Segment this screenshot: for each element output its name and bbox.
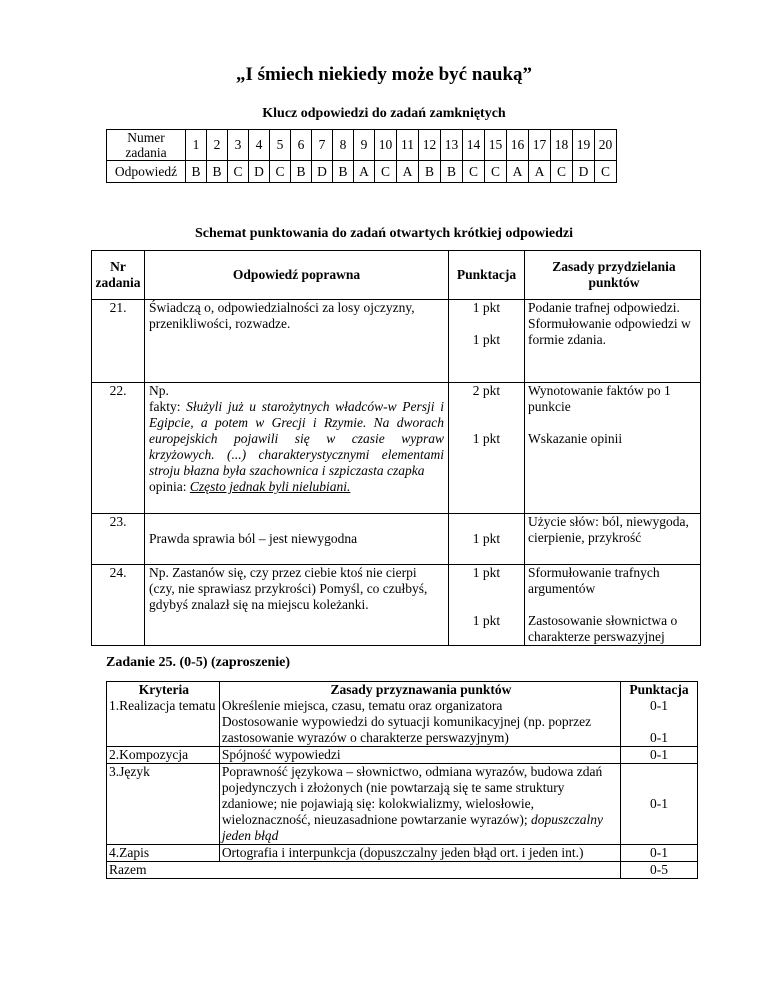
key-answer-cell: C xyxy=(551,161,573,183)
key-answer-row xyxy=(107,161,617,183)
q24-rule-1: Sformułowanie trafnych argumentów xyxy=(528,565,660,596)
criteria-rule: Spójność wypowiedzi xyxy=(219,747,620,764)
criteria-rule xyxy=(219,764,620,845)
key-number-cell: 9 xyxy=(354,130,375,161)
key-answer-cell: D xyxy=(312,161,333,183)
key-answer-cell: A xyxy=(507,161,529,183)
open-header-row xyxy=(92,251,701,300)
criteria-row xyxy=(107,698,698,714)
key-answer-cell: C xyxy=(270,161,291,183)
q24-points xyxy=(449,565,525,646)
answer-key-table xyxy=(106,129,617,183)
key-answer-cell: D xyxy=(249,161,270,183)
question-row-22 xyxy=(92,383,701,514)
q22-points-2: 1 pkt xyxy=(472,431,501,446)
open-questions-table xyxy=(91,250,701,646)
key-answer-cell: B xyxy=(333,161,354,183)
q21-points-1: 1 pkt xyxy=(472,300,501,315)
q24-rule-2: Zastosowanie słownictwa o charakterze perswazyjnej xyxy=(528,613,678,644)
key-answer-cell: C xyxy=(228,161,249,183)
key-number-cell: 2 xyxy=(207,130,228,161)
q22-facts-label: fakty: xyxy=(149,399,187,414)
key-number-cell: 15 xyxy=(485,130,507,161)
criteria-header-rules: Zasady przyznawania punktów xyxy=(219,682,620,699)
key-answer-cell: B xyxy=(441,161,463,183)
criteria-rule: Dostosowanie wypowiedzi do sytuacji komunikacyjnej (np. poprzez zastosowanie wyrazów o charakterze perswazyjnym) xyxy=(219,714,620,747)
key-number-cell: 13 xyxy=(441,130,463,161)
key-number-cell: 8 xyxy=(333,130,354,161)
q22-opinion-label: opinia: xyxy=(149,479,190,494)
criteria-row xyxy=(107,764,698,845)
criteria-name: 1.Realizacja tematu xyxy=(107,698,220,714)
key-number-cell: 18 xyxy=(551,130,573,161)
criteria-header-criteria: Kryteria xyxy=(107,682,220,699)
criteria-points: 0-1 xyxy=(621,747,698,764)
key-answer-cell: C xyxy=(375,161,397,183)
criteria-total-rule xyxy=(219,862,620,879)
task-25-heading: Zadanie 25. (0-5) (zaproszenie) xyxy=(106,655,291,670)
q22-facts-text: Służyli już u starożytnych władców-w Persji i Egipcie, a potem w Grecji i Rzymie. Na dworach europejskich pojawili się w czasie wypraw krzyżowych. (...) charakterystycznymi elementami stroju błazna była szachownica i szpiczasta czapka xyxy=(149,399,444,478)
q24-number: 24. xyxy=(92,565,145,646)
key-answer-cell: C xyxy=(463,161,485,183)
question-row-24 xyxy=(92,565,701,646)
open-heading: Schemat punktowania do zadań otwartych krótkiej odpowiedzi xyxy=(194,226,574,241)
header-rules: Zasady przydzielania punktów xyxy=(525,251,701,300)
criteria-row xyxy=(107,747,698,764)
key-answer-cell: C xyxy=(595,161,617,183)
q22-points xyxy=(449,383,525,514)
key-number-cell: 1 xyxy=(186,130,207,161)
q21-rule-1: Podanie trafnej odpowiedzi. xyxy=(528,300,680,315)
q22-points-1: 2 pkt xyxy=(472,383,501,398)
key-answer-cell: A xyxy=(354,161,375,183)
key-answer-cell: C xyxy=(485,161,507,183)
key-number-cell: 5 xyxy=(270,130,291,161)
key-number-cell: 6 xyxy=(291,130,312,161)
question-row-21 xyxy=(92,300,701,383)
criteria-name xyxy=(107,714,220,747)
criteria-points: 0-1 xyxy=(621,714,698,747)
page-title: „I śmiech niekiedy może być nauką” xyxy=(235,64,533,85)
q21-rule-2: Sformułowanie odpowiedzi w formie zdania. xyxy=(528,316,691,347)
criteria-name: 4.Zapis xyxy=(107,845,220,862)
key-number-cell: 17 xyxy=(529,130,551,161)
q24-points-1: 1 pkt xyxy=(472,565,501,580)
key-number-cell: 11 xyxy=(397,130,419,161)
criteria-row xyxy=(107,714,698,747)
q22-answer xyxy=(145,383,449,514)
criteria-rule-text: Poprawność językowa – słownictwo, odmiana wyrazów, budowa zdań pojedynczych i złożonych (nie powtarzają się te same struktury zdaniowe; nie pojawiają się: kolokwializmy, wielosłowie, wieloznaczność, nieuzasadnione powtarzanie wyrazów); xyxy=(221,764,603,827)
key-number-cell: 14 xyxy=(463,130,485,161)
q24-points-2: 1 pkt xyxy=(472,613,501,628)
question-row-23 xyxy=(92,514,701,565)
key-answer-cell: A xyxy=(397,161,419,183)
criteria-points: 0-1 xyxy=(621,764,698,845)
q22-opinion-text: Często jednak byli nielubiani. xyxy=(189,479,351,494)
q23-number: 23. xyxy=(92,514,145,565)
q21-number: 21. xyxy=(92,300,145,383)
q21-rules xyxy=(525,300,701,383)
criteria-header-points: Punktacja xyxy=(621,682,698,699)
criteria-total-label: Razem xyxy=(107,862,220,879)
key-answer-cell: B xyxy=(419,161,441,183)
key-answer-label: Odpowiedź xyxy=(107,161,186,183)
criteria-name: 2.Kompozycja xyxy=(107,747,220,764)
key-number-cell: 12 xyxy=(419,130,441,161)
key-number-cell: 7 xyxy=(312,130,333,161)
criteria-rule: Ortografia i interpunkcja (dopuszczalny jeden błąd ort. i jeden int.) xyxy=(219,845,620,862)
criteria-points: 0-1 xyxy=(621,698,698,714)
q23-answer: Prawda sprawia ból – jest niewygodna xyxy=(145,514,449,565)
criteria-row xyxy=(107,845,698,862)
key-answer-cell: B xyxy=(207,161,228,183)
criteria-points: 0-1 xyxy=(621,845,698,862)
header-answer: Odpowiedź poprawna xyxy=(145,251,449,300)
key-number-row xyxy=(107,130,617,161)
key-number-cell: 4 xyxy=(249,130,270,161)
q22-number: 22. xyxy=(92,383,145,514)
q22-rule-2: Wskazanie opinii xyxy=(528,431,623,446)
criteria-table xyxy=(106,681,698,879)
key-number-cell: 3 xyxy=(228,130,249,161)
key-answer-cell: B xyxy=(291,161,312,183)
q21-points xyxy=(449,300,525,383)
key-answer-cell: A xyxy=(529,161,551,183)
q23-points: 1 pkt xyxy=(449,514,525,565)
key-number-label: Numer zadania xyxy=(107,130,186,161)
q21-points-2: 1 pkt xyxy=(472,332,501,347)
criteria-rule-italic: dopuszczalny jeden błąd xyxy=(221,812,604,843)
criteria-header-row xyxy=(107,682,698,699)
criteria-total-points: 0-5 xyxy=(621,862,698,879)
q23-rule: Użycie słów: ból, niewygoda, cierpienie, przykrość xyxy=(525,514,701,565)
header-points: Punktacja xyxy=(449,251,525,300)
q21-answer: Świadczą o, odpowiedzialności za losy ojczyzny, przenikliwości, rozwadze. xyxy=(145,300,449,383)
q22-np: Np. xyxy=(149,383,169,398)
q22-rule-1: Wynotowanie faktów po 1 punkcie xyxy=(528,383,671,414)
key-heading: Klucz odpowiedzi do zadań zamkniętych xyxy=(262,106,506,121)
key-number-cell: 10 xyxy=(375,130,397,161)
criteria-name: 3.Język xyxy=(107,764,220,845)
criteria-rule: Określenie miejsca, czasu, tematu oraz organizatora xyxy=(219,698,620,714)
key-number-cell: 20 xyxy=(595,130,617,161)
criteria-total-row xyxy=(107,862,698,879)
q24-rules xyxy=(525,565,701,646)
header-nr: Nr zadania xyxy=(92,251,145,300)
q22-rules xyxy=(525,383,701,514)
q24-answer: Np. Zastanów się, czy przez ciebie ktoś nie cierpi (czy, nie sprawiasz przykrości) Pomyśl, co czułbyś, gdybyś znalazł się na miejscu koleżanki. xyxy=(145,565,449,646)
key-answer-cell: D xyxy=(573,161,595,183)
key-number-cell: 16 xyxy=(507,130,529,161)
key-number-cell: 19 xyxy=(573,130,595,161)
key-answer-cell: B xyxy=(186,161,207,183)
